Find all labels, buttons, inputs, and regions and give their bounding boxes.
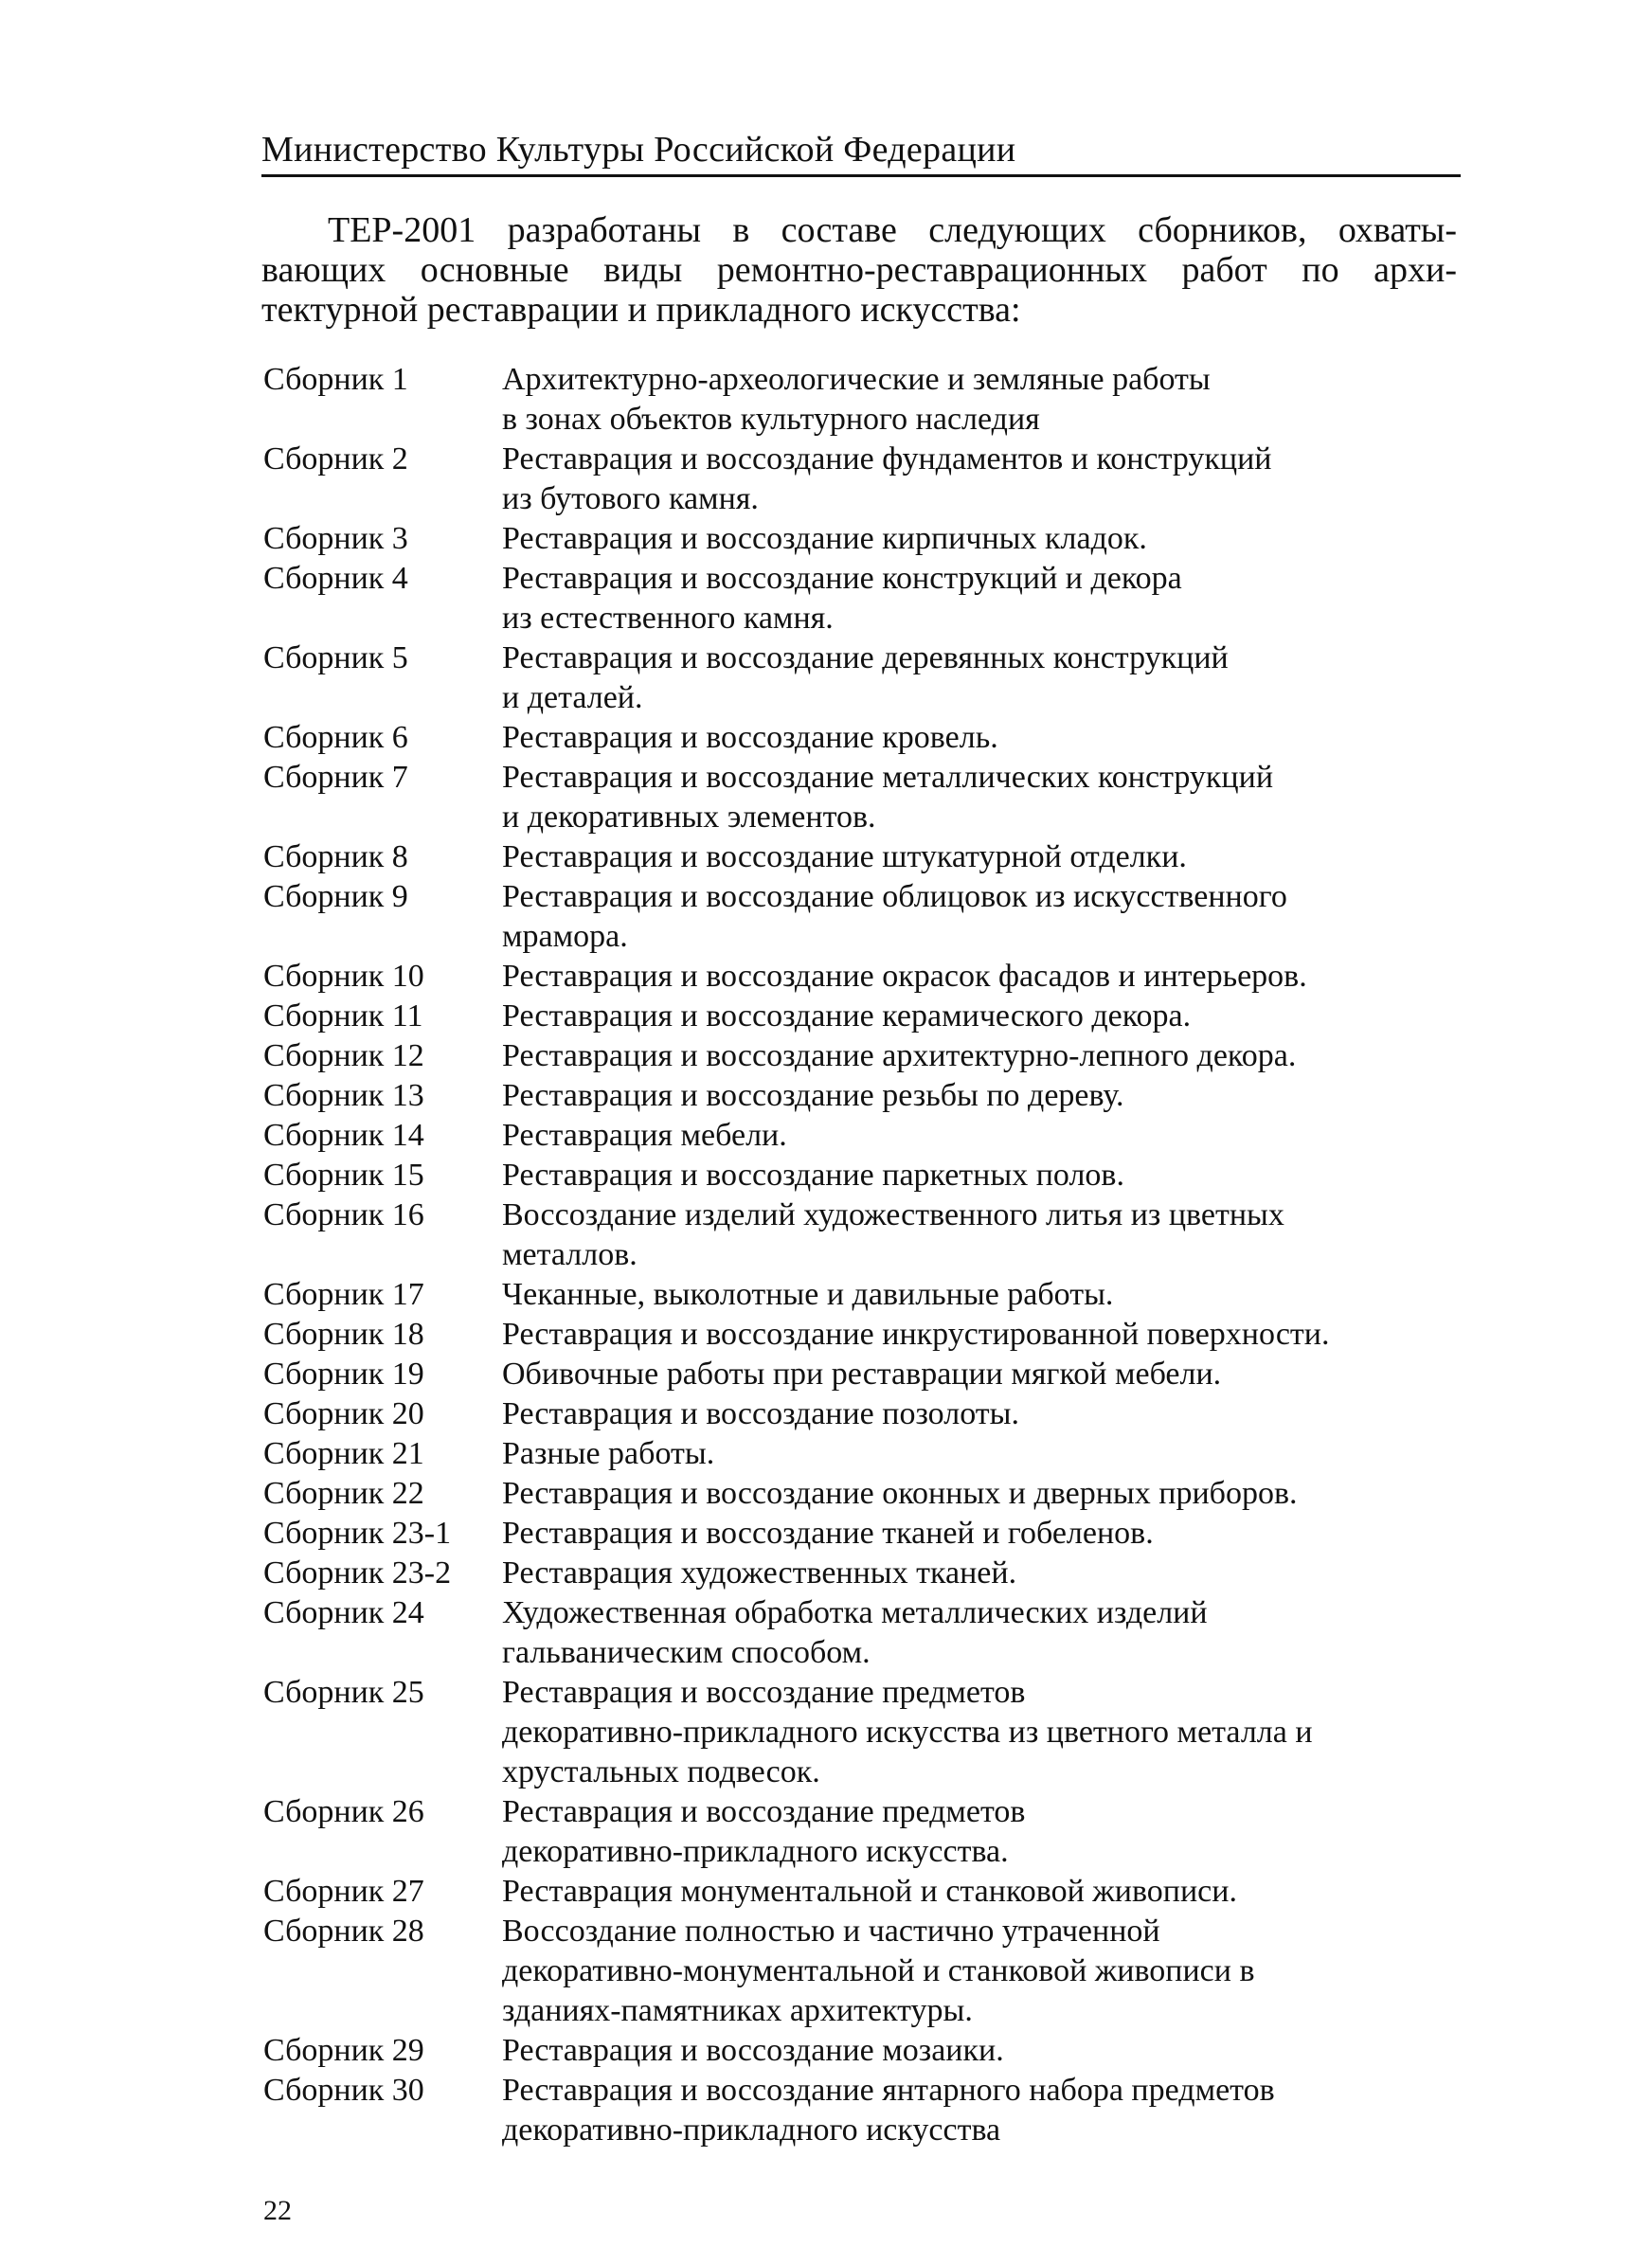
collection-row (263, 1792, 1466, 1872)
collection-description: Реставрация и воссоздание деревянных конструкций и деталей. (502, 640, 1229, 715)
collection-row (263, 638, 1466, 718)
collection-row (263, 1872, 1466, 1912)
intro-line: вающих основные виды ремонтно-реставрационных работ по архи- (261, 250, 1457, 290)
collection-description: Художественная обработка металлических изделий гальваническим способом. (502, 1595, 1208, 1670)
collection-description: Реставрация и воссоздание паркетных полов. (502, 1158, 1124, 1193)
collection-description: Реставрация и воссоздание тканей и гобеленов. (502, 1516, 1154, 1551)
intro-line: тектурной реставрации и прикладного искусства: (261, 290, 1021, 330)
collection-description: Реставрация и воссоздание архитектурно-лепного декора. (502, 1038, 1297, 1073)
collection-row (263, 1514, 1466, 1554)
collection-row (263, 1394, 1466, 1434)
collection-description: Чеканные, выколотные и давильные работы. (502, 1277, 1114, 1312)
running-header: Министерство Культуры Российской Федерации (261, 130, 1016, 170)
collection-label: Сборник 12 (263, 1038, 424, 1073)
collection-label: Сборник 2 (263, 441, 408, 476)
intro-paragraph (261, 210, 1457, 330)
collection-row (263, 1912, 1466, 2031)
collection-label: Сборник 27 (263, 1874, 424, 1909)
collection-label: Сборник 22 (263, 1476, 424, 1511)
collection-description: Реставрация и воссоздание янтарного набора предметов декоративно-прикладного искусства (502, 2073, 1275, 2148)
collection-description: Реставрация и воссоздание штукатурной отделки. (502, 839, 1187, 874)
collection-description: Реставрация мебели. (502, 1118, 787, 1153)
intro-line: ТЕР-2001 разработаны в составе следующих сборников, охваты- (328, 210, 1457, 250)
collection-description: Архитектурно-археологические и земляные работы в зонах объектов культурного наследия (502, 362, 1211, 437)
collection-label: Сборник 23-2 (263, 1555, 452, 1591)
collection-label: Сборник 6 (263, 720, 408, 755)
collection-label: Сборник 8 (263, 839, 408, 874)
collection-label: Сборник 11 (263, 998, 423, 1034)
collection-description: Воссоздание полностью и частично утраченной декоративно-монументальной и станковой живописи в зданиях-памятниках архитектуры. (502, 1914, 1255, 2028)
collection-row (263, 1434, 1466, 1474)
collection-label: Сборник 1 (263, 362, 408, 397)
collection-row (263, 1554, 1466, 1593)
collection-description: Реставрация и воссоздание окрасок фасадов и интерьеров. (502, 959, 1307, 994)
collection-description: Реставрация художественных тканей. (502, 1555, 1017, 1591)
collection-description: Разные работы. (502, 1436, 715, 1471)
collection-label: Сборник 4 (263, 561, 408, 596)
collection-description: Реставрация и воссоздание оконных и дверных приборов. (502, 1476, 1298, 1511)
collection-description: Реставрация и воссоздание кровель. (502, 720, 998, 755)
header-rule (261, 174, 1461, 177)
collection-row (263, 1315, 1466, 1355)
collection-label: Сборник 20 (263, 1396, 424, 1431)
collection-row (263, 997, 1466, 1036)
collection-row (263, 1116, 1466, 1156)
collection-row (263, 758, 1466, 837)
collection-description: Реставрация и воссоздание инкрустированной поверхности. (502, 1317, 1330, 1352)
collection-description: Реставрация и воссоздание позолоты. (502, 1396, 1019, 1431)
collection-row (263, 718, 1466, 758)
collection-row (263, 1593, 1466, 1673)
collection-label: Сборник 25 (263, 1675, 424, 1710)
collection-row (263, 1474, 1466, 1514)
collection-label: Сборник 16 (263, 1197, 424, 1232)
collection-label: Сборник 7 (263, 760, 408, 795)
page-number: 22 (263, 2195, 292, 2226)
collection-label: Сборник 3 (263, 521, 408, 556)
collection-label: Сборник 10 (263, 959, 424, 994)
collection-label: Сборник 14 (263, 1118, 424, 1153)
collection-row (263, 1275, 1466, 1315)
collection-label: Сборник 29 (263, 2033, 424, 2068)
collection-row (263, 957, 1466, 997)
collection-row (263, 1156, 1466, 1195)
collection-description: Реставрация и воссоздание резьбы по дереву. (502, 1078, 1124, 1113)
collection-description: Воссоздание изделий художественного литья из цветных металлов. (502, 1197, 1284, 1272)
collection-description: Реставрация и воссоздание фундаментов и конструкций из бутового камня. (502, 441, 1272, 516)
collection-description: Реставрация и воссоздание облицовок из искусственного мрамора. (502, 879, 1287, 954)
collection-row (263, 877, 1466, 957)
collection-row (263, 2071, 1466, 2150)
collection-row (263, 360, 1466, 440)
collection-row (263, 1673, 1466, 1792)
collection-label: Сборник 5 (263, 640, 408, 675)
collection-description: Реставрация и воссоздание предметов декоративно-прикладного искусства из цветного металла и хрустальных подвесок. (502, 1675, 1313, 1789)
collection-label: Сборник 15 (263, 1158, 424, 1193)
collection-description: Реставрация монументальной и станковой живописи. (502, 1874, 1237, 1909)
collection-description: Реставрация и воссоздание керамического декора. (502, 998, 1192, 1034)
collection-row (263, 1195, 1466, 1275)
collection-description: Реставрация и воссоздание конструкций и декора из естественного камня. (502, 561, 1182, 636)
collection-row (263, 2031, 1466, 2071)
collection-label: Сборник 26 (263, 1794, 424, 1829)
collection-label: Сборник 13 (263, 1078, 424, 1113)
collection-description: Реставрация и воссоздание кирпичных кладок. (502, 521, 1147, 556)
collection-row (263, 1076, 1466, 1116)
collection-label: Сборник 30 (263, 2073, 424, 2108)
collection-label: Сборник 21 (263, 1436, 424, 1471)
collection-label: Сборник 23-1 (263, 1516, 452, 1551)
collection-label: Сборник 24 (263, 1595, 424, 1630)
collection-row (263, 559, 1466, 638)
collection-label: Сборник 9 (263, 879, 408, 914)
collections-list (263, 360, 1466, 2150)
collection-row (263, 440, 1466, 519)
collection-row (263, 837, 1466, 877)
collection-label: Сборник 19 (263, 1357, 424, 1392)
collection-description: Реставрация и воссоздание мозаики. (502, 2033, 1004, 2068)
collection-row (263, 519, 1466, 559)
collection-description: Обивочные работы при реставрации мягкой мебели. (502, 1357, 1222, 1392)
collection-label: Сборник 18 (263, 1317, 424, 1352)
collection-row (263, 1036, 1466, 1076)
collection-description: Реставрация и воссоздание предметов декоративно-прикладного искусства. (502, 1794, 1026, 1869)
collection-description: Реставрация и воссоздание металлических конструкций и декоративных элементов. (502, 760, 1274, 835)
collection-label: Сборник 17 (263, 1277, 424, 1312)
collection-label: Сборник 28 (263, 1914, 424, 1949)
collection-row (263, 1355, 1466, 1394)
